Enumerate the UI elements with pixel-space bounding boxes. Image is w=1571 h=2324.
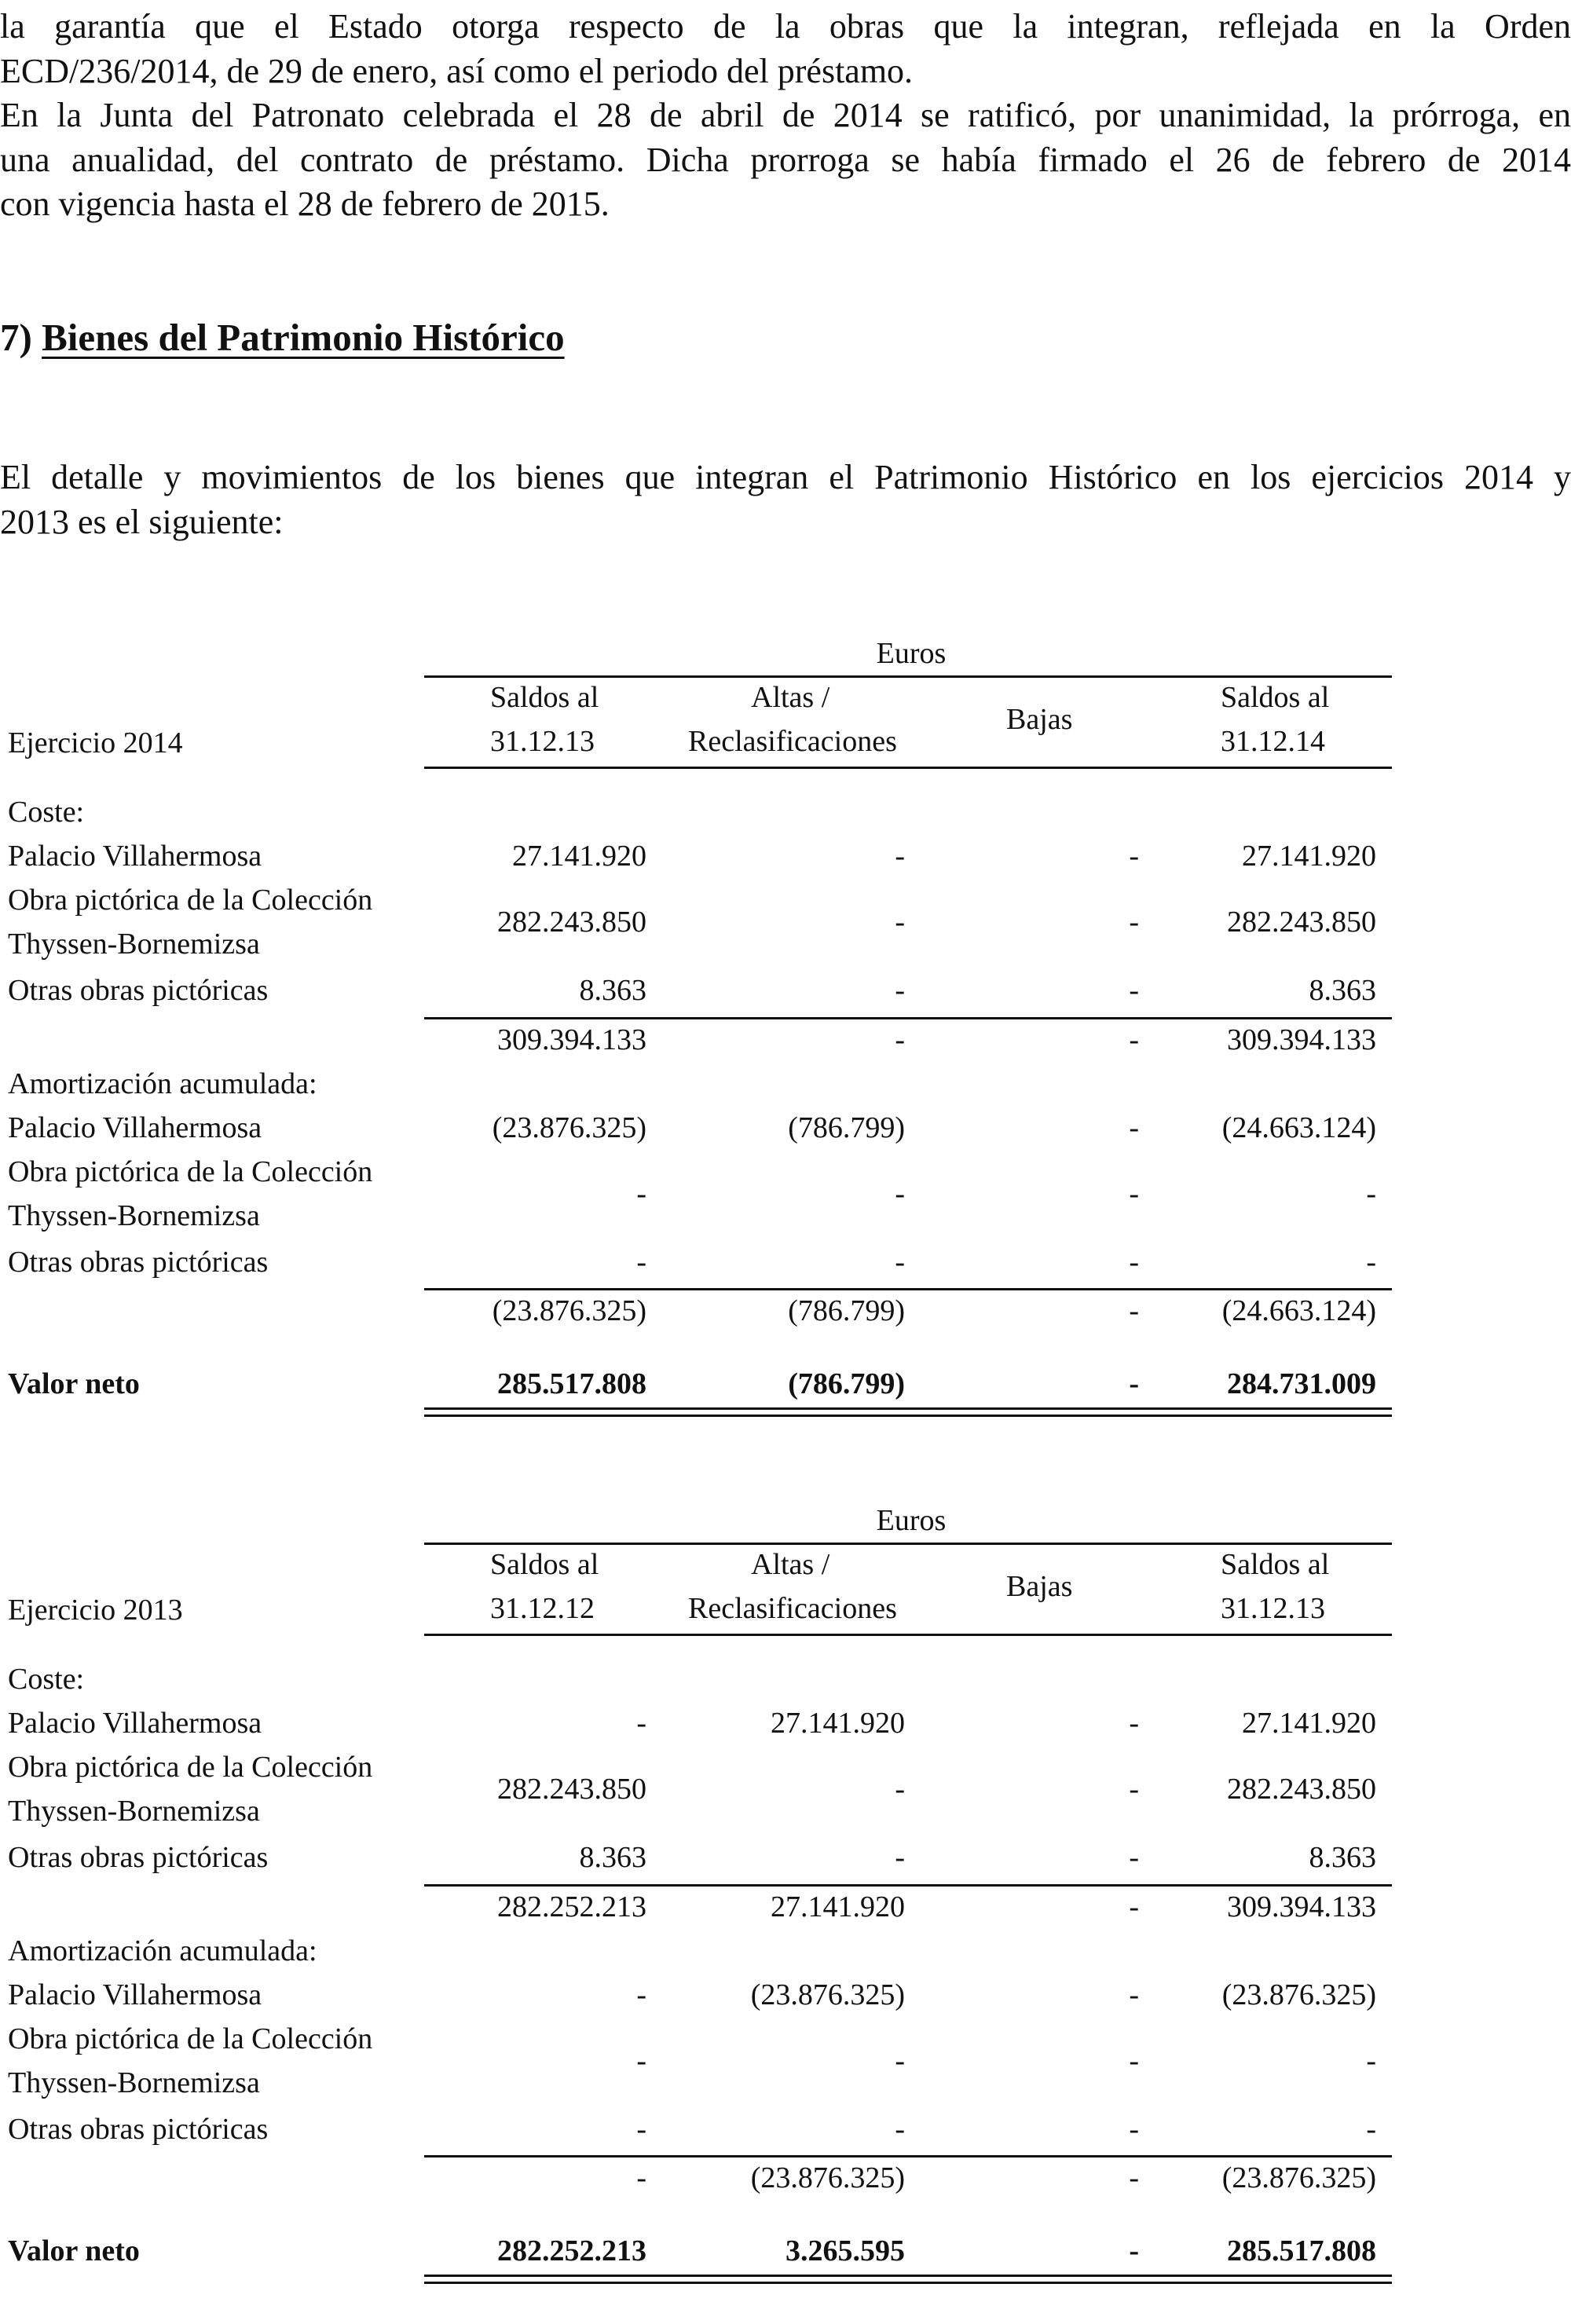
double-underline: [424, 1407, 1392, 1417]
period-label: Ejercicio 2013: [8, 1594, 183, 1627]
cell-value: -: [636, 2113, 646, 2146]
cell-value: 8.363: [579, 974, 646, 1007]
column-header: Altas /: [751, 1548, 830, 1581]
column-header: Saldos al: [1221, 681, 1330, 714]
column-header: Reclasificaciones: [688, 725, 897, 758]
double-underline: [424, 2275, 1392, 2284]
cell-value: -: [895, 840, 905, 873]
cell-value: -: [636, 1978, 646, 2011]
cell-value: -: [1129, 2044, 1139, 2077]
period-label: Ejercicio 2014: [8, 726, 183, 759]
intro-paragraph: [0, 5, 1571, 227]
cell-value: -: [895, 1177, 905, 1210]
cell-value: 282.252.213: [497, 1890, 646, 1923]
column-header: Saldos al: [490, 1548, 599, 1581]
cell-value: -: [1129, 2113, 1139, 2146]
cell-value: (23.876.325): [750, 1978, 905, 2011]
cell-value: 282.243.850: [497, 1773, 646, 1806]
row-label: Thyssen-Bornemizsa: [8, 928, 260, 961]
cell-value: -: [1366, 1177, 1376, 1210]
row-label: Thyssen-Bornemizsa: [8, 2066, 260, 2099]
cell-value: -: [895, 2113, 905, 2146]
row-label: Otras obras pictóricas: [8, 1841, 269, 1874]
cell-value: -: [1129, 1890, 1139, 1923]
header-bottom-rule: [424, 767, 1392, 769]
intro-line: ECD/236/2014, de 29 de enero, así como el periodo del préstamo.: [0, 51, 914, 90]
cell-value: (23.876.325): [492, 1294, 646, 1327]
row-label: Palacio Villahermosa: [8, 1978, 262, 2011]
net-value: -: [1129, 2234, 1139, 2267]
cell-value: -: [895, 1841, 905, 1874]
cell-value: -: [895, 1773, 905, 1806]
cell-value: (23.876.325): [492, 1111, 646, 1144]
subtotal-rule: [424, 1884, 1392, 1887]
row-label: Palacio Villahermosa: [8, 1111, 262, 1144]
section-number: 7): [0, 316, 32, 359]
cell-value: -: [1129, 840, 1139, 873]
net-value: 285.517.808: [497, 1367, 646, 1400]
cell-value: (24.663.124): [1221, 1294, 1376, 1327]
cell-value: -: [636, 1177, 646, 1210]
cell-value: -: [1129, 1111, 1139, 1144]
cell-value: -: [1129, 2161, 1139, 2194]
column-header: Bajas: [1006, 1570, 1073, 1603]
intro-line: con vigencia hasta el 28 de febrero de 2015.: [0, 185, 610, 223]
cell-value: -: [1129, 1177, 1139, 1210]
cell-value: -: [1129, 1023, 1139, 1056]
cell-value: 27.141.920: [771, 1890, 905, 1923]
cell-value: 282.243.850: [1227, 1773, 1376, 1806]
cell-value: -: [1366, 1246, 1376, 1279]
cell-value: -: [895, 1246, 905, 1279]
column-header: 31.12.13: [490, 725, 595, 758]
currency-label: Euros: [876, 1504, 947, 1537]
cell-value: -: [1129, 906, 1139, 939]
section-heading: [0, 314, 565, 361]
row-label: Palacio Villahermosa: [8, 840, 262, 873]
net-value-label: Valor neto: [8, 1367, 140, 1400]
section-title: Bienes del Patrimonio Histórico: [42, 316, 565, 359]
column-header: Reclasificaciones: [688, 1592, 897, 1625]
cell-value: -: [1129, 974, 1139, 1007]
row-label: Obra pictórica de la Colección: [8, 2022, 373, 2055]
net-value: 284.731.009: [1227, 1367, 1376, 1400]
cell-value: -: [895, 1023, 905, 1056]
subtotal-rule: [424, 1288, 1392, 1290]
cell-value: (24.663.124): [1221, 1111, 1376, 1144]
row-label: Obra pictórica de la Colección: [8, 1751, 373, 1784]
cell-value: -: [1129, 1841, 1139, 1874]
cell-value: 27.141.920: [771, 1707, 905, 1740]
row-label: Otras obras pictóricas: [8, 974, 269, 1007]
cell-value: -: [1129, 1978, 1139, 2011]
cell-value: -: [1129, 1294, 1139, 1327]
column-header: Saldos al: [490, 681, 599, 714]
cell-value: (23.876.325): [1221, 1978, 1376, 2011]
header-top-rule: [424, 675, 1392, 678]
cell-value: 282.243.850: [497, 906, 646, 939]
row-label: Palacio Villahermosa: [8, 1707, 262, 1740]
cell-value: (786.799): [788, 1111, 905, 1144]
row-label: Thyssen-Bornemizsa: [8, 1795, 260, 1828]
description-line: 2013 es el siguiente:: [0, 502, 284, 541]
cell-value: 8.363: [579, 1841, 646, 1874]
net-value: 285.517.808: [1227, 2234, 1376, 2267]
intro-line: una anualidad, del contrato de préstamo. Dicha prorroga se había firmado el 26 de febrero de 2014: [0, 140, 1571, 179]
subtotal-rule: [424, 1017, 1392, 1019]
cell-value: -: [895, 2044, 905, 2077]
net-value-label: Valor neto: [8, 2234, 140, 2267]
cell-value: 27.141.920: [1242, 1707, 1376, 1740]
cell-value: -: [636, 2044, 646, 2077]
header-bottom-rule: [424, 1634, 1392, 1636]
description-line: El detalle y movimientos de los bienes que integran el Patrimonio Histórico en los ejercicios 2014 y: [0, 458, 1571, 496]
column-header: 31.12.13: [1221, 1592, 1325, 1625]
cell-value: -: [636, 1246, 646, 1279]
cell-value: -: [636, 2161, 646, 2194]
group-label: Coste:: [8, 796, 85, 829]
net-value: 282.252.213: [497, 2234, 646, 2267]
intro-line: la garantía que el Estado otorga respecto de la obras que la integran, reflejada en la Orden: [0, 7, 1571, 46]
cell-value: -: [1366, 2044, 1376, 2077]
row-label: Obra pictórica de la Colección: [8, 884, 373, 917]
header-top-rule: [424, 1543, 1392, 1545]
cell-value: 309.394.133: [1227, 1023, 1376, 1056]
cell-value: -: [1129, 1246, 1139, 1279]
cell-value: 309.394.133: [1227, 1890, 1376, 1923]
cell-value: 27.141.920: [512, 840, 646, 873]
cell-value: -: [1129, 1707, 1139, 1740]
description-paragraph: [0, 456, 1571, 544]
row-label: Otras obras pictóricas: [8, 1246, 269, 1279]
cell-value: (23.876.325): [750, 2161, 905, 2194]
column-header: Saldos al: [1221, 1548, 1330, 1581]
net-value: -: [1129, 1367, 1139, 1400]
cell-value: -: [1129, 1773, 1139, 1806]
cell-value: 27.141.920: [1242, 840, 1376, 873]
row-label: Thyssen-Bornemizsa: [8, 1199, 260, 1232]
row-label: Obra pictórica de la Colección: [8, 1155, 373, 1188]
subtotal-rule: [424, 2155, 1392, 2157]
column-header: 31.12.12: [490, 1592, 595, 1625]
column-header: Altas /: [751, 681, 830, 714]
net-value: (786.799): [788, 1367, 905, 1400]
cell-value: 282.243.850: [1227, 906, 1376, 939]
cell-value: 309.394.133: [497, 1023, 646, 1056]
intro-line: En la Junta del Patronato celebrada el 28 de abril de 2014 se ratificó, por unanimidad, la prórroga, en: [0, 96, 1571, 134]
cell-value: (23.876.325): [1221, 2161, 1376, 2194]
cell-value: -: [895, 974, 905, 1007]
cell-value: (786.799): [788, 1294, 905, 1327]
currency-label: Euros: [876, 637, 947, 670]
cell-value: 8.363: [1309, 974, 1376, 1007]
group-label: Coste:: [8, 1663, 85, 1696]
net-value: 3.265.595: [786, 2234, 905, 2267]
column-header: Bajas: [1006, 703, 1073, 736]
cell-value: -: [636, 1707, 646, 1740]
cell-value: -: [1366, 2113, 1376, 2146]
row-label: Otras obras pictóricas: [8, 2113, 269, 2146]
group-label: Amortización acumulada:: [8, 1934, 317, 1967]
group-label: Amortización acumulada:: [8, 1067, 317, 1100]
cell-value: 8.363: [1309, 1841, 1376, 1874]
cell-value: -: [895, 906, 905, 939]
column-header: 31.12.14: [1221, 725, 1325, 758]
